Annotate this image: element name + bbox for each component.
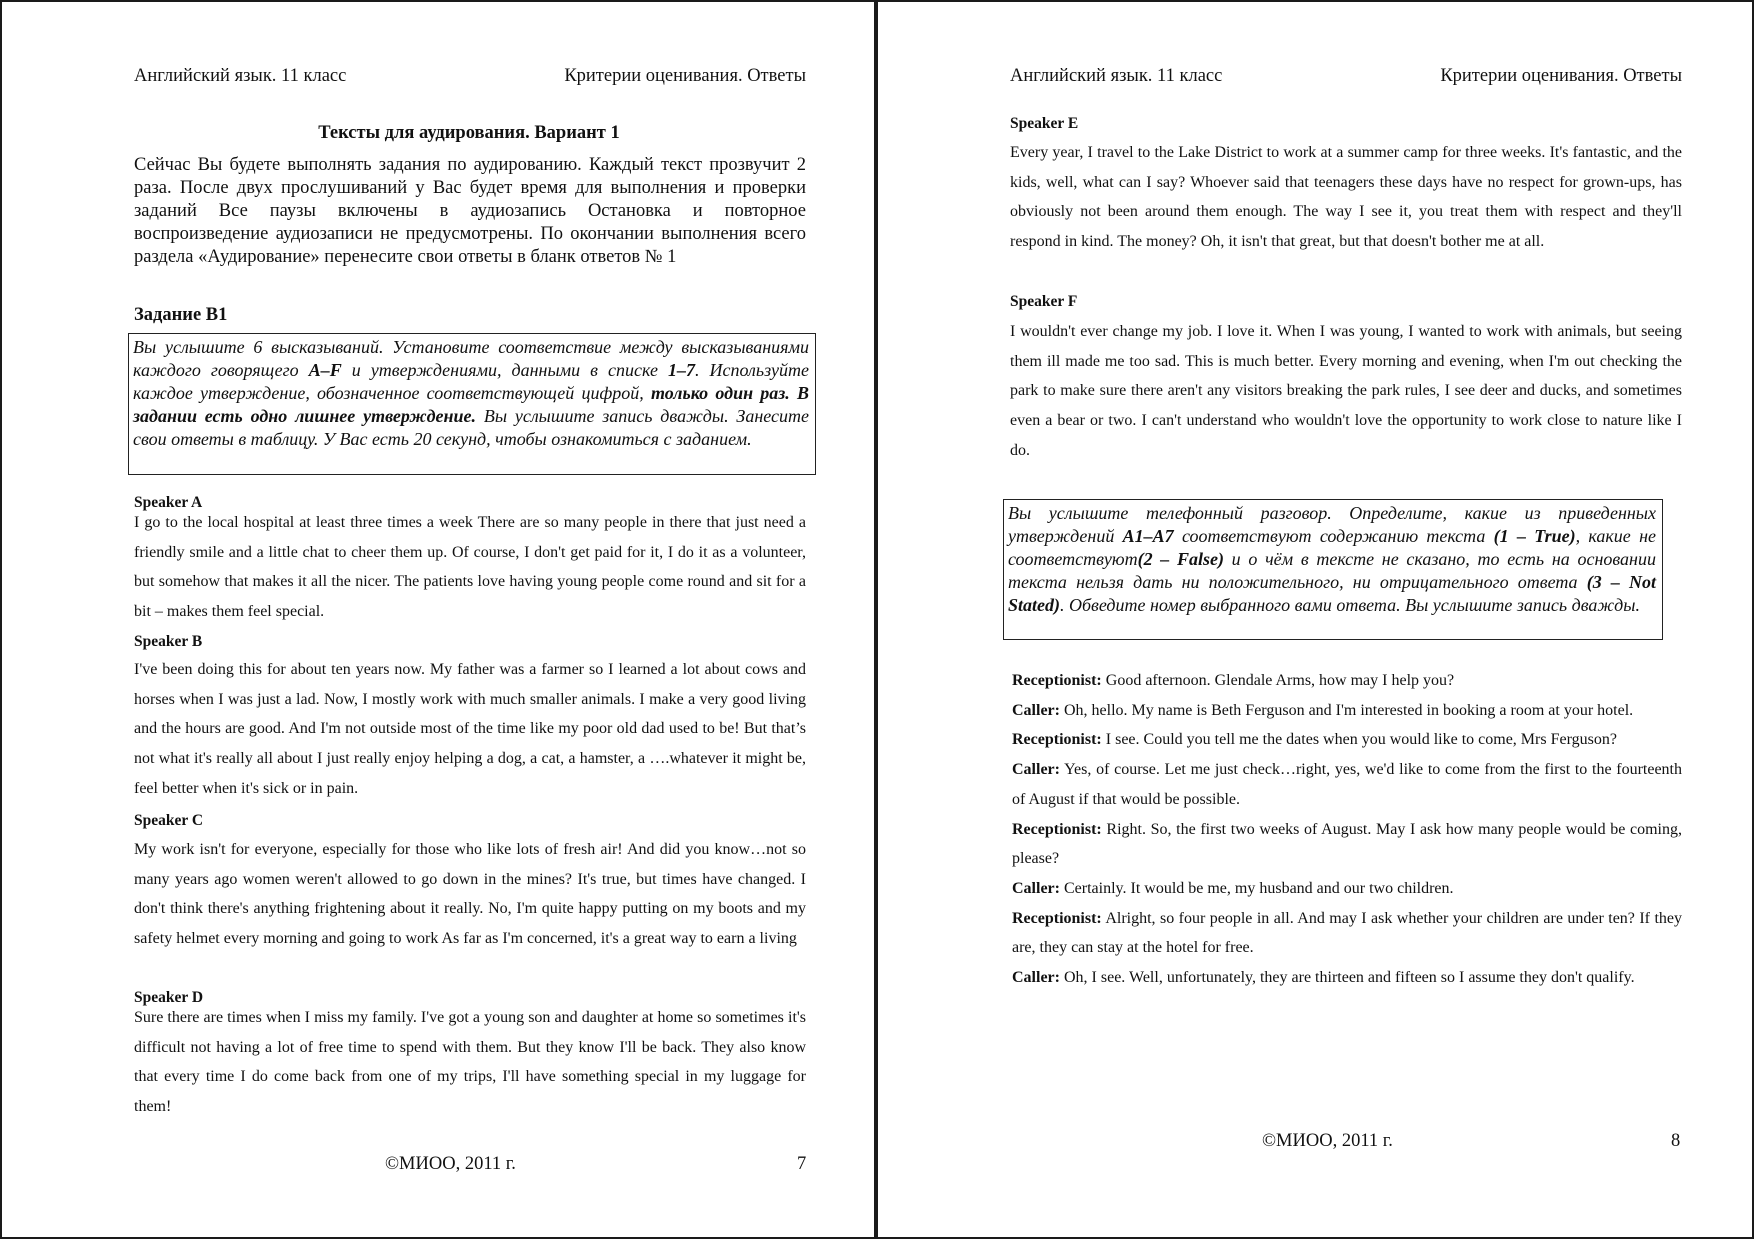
header-subject: Английский язык. 11 класс: [134, 66, 347, 86]
box-bold-range: А–F: [308, 360, 342, 380]
header-section: Критерии оценивания. Ответы: [1440, 66, 1682, 86]
box-text: соответствуют содержанию текста: [1173, 526, 1494, 546]
left-page: [0, 0, 876, 1239]
dialogue-line: [1012, 755, 1682, 814]
box-bold-range: А1–А7: [1122, 526, 1174, 546]
header-subject: Английский язык. 11 класс: [1010, 66, 1223, 86]
box-text: Вы услышите 6 высказываний. Установите соответствие между высказываниями каждого говорящего: [133, 337, 809, 380]
footer-copyright: ©МИОО, 2011 г.: [385, 1154, 516, 1174]
dialogue-line: [1012, 874, 1682, 904]
box-text: Вы услышите телефонный разговор. Определите, какие из приведенных утверждений: [1008, 503, 1656, 546]
dialogue-line: [1012, 815, 1682, 874]
box-bold-emphasis: только один раз. В задании есть одно лишнее утверждение.: [133, 383, 809, 426]
box-text: , какие не соответствуют: [1008, 526, 1656, 569]
speaker-label: Speaker C: [134, 812, 204, 829]
dialogue-text: Yes, of course. Let me just check…right, yes, we'd like to come from the first to the fourteenth of August if that would be possible.: [1012, 761, 1682, 808]
dialogue-text: Good afternoon. Glendale Arms, how may I help you?: [1101, 672, 1455, 689]
task-heading: Задание В1: [134, 305, 228, 325]
dialogue-speaker: Caller:: [1012, 879, 1060, 897]
dialogue-line: [1012, 696, 1682, 726]
dialogue-speaker: Caller:: [1012, 701, 1060, 719]
box-bold-range: 1–7: [667, 360, 695, 380]
task-instruction-box: [1003, 499, 1663, 640]
speaker-label: Speaker D: [134, 989, 204, 1006]
dialogue-text: Right. So, the first two weeks of August. May I ask how many people would be coming, please?: [1012, 820, 1682, 868]
speaker-text: My work isn't for everyone, especially for those who like lots of fresh air! And did you know…not so many years ago women weren't allowed to go down in the mines? It's true, but times have changed. I don't think there's anything frightening about it really. No, I'm quite happy putting on my boots and my safety helmet every morning and going to work As far as I'm concerned, it's a great way to earn a living: [134, 841, 806, 948]
speaker-text: I've been doing this for about ten years now. My father was a farmer so I learned a lot about cows and horses when I was just a lad. Now, I mostly work with much smaller animals. I make a very good living and the hours are good. And I'm not outside most of the time like my poor old dad used to be! But that’s not what it's really all about I just really enjoy helping a dog, a cat, a hamster, a ….whatever it might be, feel better when it's sick or in pain.: [134, 661, 806, 797]
page-title: Тексты для аудирования. Вариант 1: [318, 123, 620, 143]
speaker-label: Speaker E: [1010, 115, 1079, 132]
box-text: и утверждениями, данными в списке: [341, 360, 668, 380]
task-instruction-box: [128, 333, 816, 475]
dialogue-text: Oh, hello. My name is Beth Ferguson and I'm interested in booking a room at your hotel.: [1059, 701, 1634, 719]
instructions-paragraph: Сейчас Вы будете выполнять задания по аудированию. Каждый текст прозвучит 2 раза. После двух прослушиваний у Вас будет время для выполнения и проверки заданий Все паузы включены в аудиозапись Остановка и повторное воспроизведение аудиозаписи не предусмотрены. По окончании выполнения всего раздела «Аудирование» перенесите свои ответы в бланк ответов № 1: [134, 155, 806, 267]
dialogue-line: [1012, 963, 1682, 993]
speaker-text: I wouldn't ever change my job. I love it. When I was young, I wanted to work with animals, but seeing them ill made me too sad. This is much better. Every morning and evening, when I'm out checking the park to make sure there aren't any visitors breaking the park rules, I see deer and ducks, and sometimes even a bear or two. I can't understand who wouldn't love the opportunity to work close to nature like I do.: [1010, 323, 1682, 459]
phone-dialogue: [1012, 666, 1682, 993]
dialogue-line: [1012, 666, 1682, 696]
dialogue-line: [1012, 725, 1682, 755]
box-bold-not-stated: (3 – Not Stated): [1008, 572, 1657, 615]
speaker-text: Every year, I travel to the Lake District to work at a summer camp for three weeks. It's fantastic, and the kids, well, what can I say? Whoever said that teenagers these days have no respect for grown-ups, has obviously not been around them enough. The way I see it, you treat them with respect and they'll respond in kind. The money? Oh, it isn't that great, but that doesn't bother me at all.: [1010, 144, 1682, 251]
speaker-label: Speaker F: [1010, 293, 1078, 310]
box-bold-true: (1 – True): [1493, 526, 1576, 546]
box-text: Вы услышите запись дважды. Занесите свои ответы в таблицу. У Вас есть 20 секунд, чтобы ознакомиться с заданием.: [133, 406, 809, 449]
dialogue-text: Certainly. It would be me, my husband and our two children.: [1059, 879, 1454, 897]
box-text: и о чём в тексте не сказано, то есть на основании текста нельзя дать ни положительного, ни отрицательного ответа: [1008, 549, 1656, 592]
box-bold-false: (2 – False): [1137, 549, 1224, 569]
header-section: Критерии оценивания. Ответы: [564, 66, 806, 86]
page-number: 8: [1671, 1131, 1681, 1151]
footer-copyright: ©МИОО, 2011 г.: [1262, 1131, 1393, 1151]
dialogue-speaker: Caller:: [1012, 761, 1060, 779]
dialogue-speaker: Receptionist:: [1012, 731, 1102, 749]
speaker-text: Sure there are times when I miss my family. I've got a young son and daughter at home so sometimes it's difficult not having a lot of free time to spend with them. But they know I'll be back. They also know that every time I do come back from one of my trips, I'll have something special in my luggage for them!: [134, 1009, 806, 1116]
page-number: 7: [797, 1154, 807, 1174]
dialogue-text: Oh, I see. Well, unfortunately, they are thirteen and fifteen so I assume they don't qualify.: [1059, 969, 1635, 987]
speaker-label: Speaker B: [134, 633, 203, 650]
box-text: . Используйте каждое утверждение, обозначенное соответствующей цифрой,: [133, 360, 809, 403]
dialogue-line: [1012, 904, 1682, 963]
dialogue-speaker: Receptionist:: [1012, 672, 1102, 689]
dialogue-speaker: Caller:: [1012, 969, 1060, 987]
right-page: [876, 0, 1754, 1239]
box-text: . Обведите номер выбранного вами ответа. Вы услышите запись дважды.: [1060, 595, 1640, 615]
dialogue-speaker: Receptionist:: [1012, 909, 1102, 927]
dialogue-text: Alright, so four people in all. And may I ask whether your children are under ten? If they are, they can stay at the hotel for free.: [1012, 909, 1682, 957]
speaker-label: Speaker A: [134, 494, 203, 511]
dialogue-speaker: Receptionist:: [1012, 820, 1102, 838]
dialogue-text: I see. Could you tell me the dates when you would like to come, Mrs Ferguson?: [1101, 731, 1617, 749]
speaker-text: I go to the local hospital at least three times a week There are so many people in there that just need a friendly smile and a little chat to cheer them up. Of course, I don't get paid for it, I do it as a volunteer, but somehow that makes it all the nicer. The patients love having young people come round and sit for a bit – makes them feel special.: [134, 514, 806, 621]
